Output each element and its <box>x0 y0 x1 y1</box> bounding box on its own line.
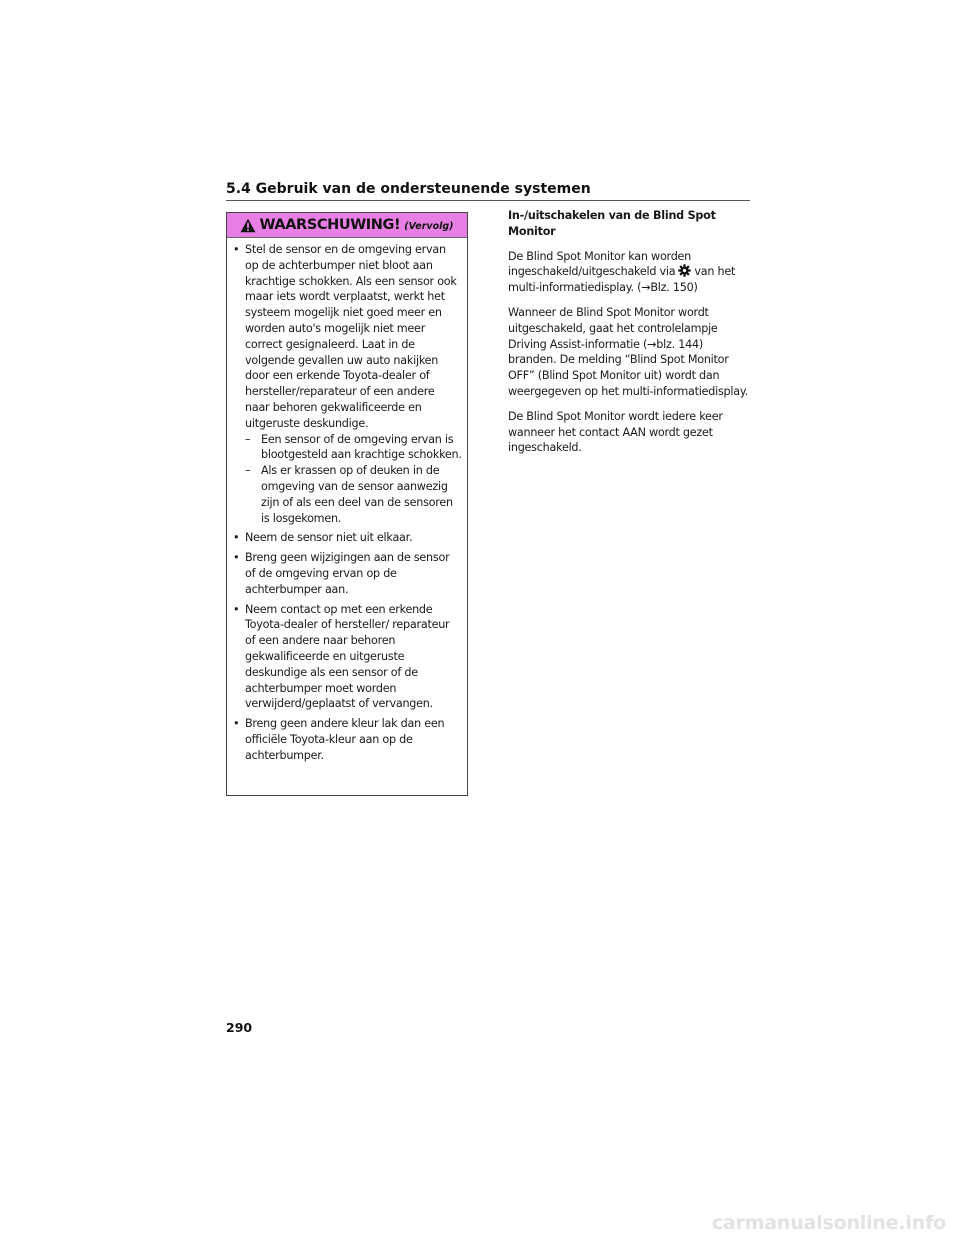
warning-bullet <box>230 550 462 597</box>
content-heading: In-/uitschakelen van de Blind Spot Monitor <box>508 209 716 238</box>
warning-continued-label: (Vervolg) <box>404 221 454 232</box>
paragraph-text: van het multi-informatiedisplay. (→Blz. 150) <box>508 265 736 295</box>
warning-bullet-text: Stel de sensor en de omgeving ervan op de achterbumper niet bloot aan krachtige schokken. Als een sensor ook maar iets wordt verplaatst, werkt het systeem mogelijk niet goed meer en worden auto's mogelijk niet meer correct gesignaleerd. Laat in de volgende gevallen uw auto nakijken door een erkende Toyota-dealer of hersteller/reparateur of een andere naar behoren gekwalificeerde en uitgeruste deskundige. <box>245 243 457 430</box>
bullet-mark: • <box>233 602 240 616</box>
bullet-mark: • <box>233 551 240 565</box>
section-title: 5.4 Gebruik van de ondersteunende systemen <box>226 181 591 197</box>
sub-mark: – <box>245 464 251 478</box>
warning-triangle-icon <box>240 218 256 233</box>
warning-bullet <box>230 530 462 546</box>
page-number: 290 <box>226 1020 253 1035</box>
warning-bullet-text: Breng geen wijzigingen aan de sensor of de omgeving ervan op de achterbumper aan. <box>245 551 450 596</box>
section-header <box>226 178 750 201</box>
warning-bullet <box>230 242 462 526</box>
main-content <box>508 208 752 465</box>
paragraph-auto-enable: De Blind Spot Monitor wordt iedere keer wanneer het contact AAN wordt gezet ingeschakeld. <box>508 409 723 455</box>
paragraph-off-indicator: Wanneer de Blind Spot Monitor wordt uitgeschakeld, gaat het controlelampje Driving Assist-informatie (→blz. 144) branden. De melding “Blind Spot Monitor OFF” (Blind Spot Monitor uit) wordt dan weergegeven op het multi-informatiedisplay. <box>508 305 748 398</box>
warning-sub-item-text: Een sensor of de omgeving ervan is blootgesteld aan krachtige schokken. <box>261 432 462 462</box>
paragraph-text: De Blind Spot Monitor kan worden ingeschakeld/uitgeschakeld via <box>508 249 692 279</box>
warning-bullet-text: Breng geen andere kleur lak dan een officiële Toyota-kleur aan op de achterbumper. <box>245 717 445 762</box>
warning-sub-item-text: Als er krassen op of deuken in de omgeving van de sensor aanwezig zijn of als een deel van de sensoren is losgekomen. <box>261 464 453 525</box>
sub-mark: – <box>245 432 251 446</box>
warning-title: WAARSCHUWING! <box>259 217 401 233</box>
warning-box <box>226 212 468 796</box>
warning-bullet <box>230 602 462 713</box>
bullet-mark: • <box>233 531 240 545</box>
warning-bullet <box>230 716 462 763</box>
warning-bullet-text: Neem contact op met een erkende Toyota-dealer of hersteller/ reparateur of een andere naar behoren gekwalificeerde en uitgeruste deskundige als een sensor of de achterbumper moet worden verwijderd/geplaatst of vervangen. <box>245 602 450 711</box>
warning-header <box>227 213 467 238</box>
paragraph-toggle-instructions <box>508 249 752 296</box>
watermark: carmanualsonline.info <box>711 1212 946 1234</box>
warning-sub-item <box>245 463 462 526</box>
warning-body <box>227 238 467 764</box>
gear-icon <box>678 264 691 277</box>
bullet-mark: • <box>233 243 240 256</box>
warning-bullet-text: Neem de sensor niet uit elkaar. <box>245 531 413 545</box>
bullet-mark: • <box>233 717 240 731</box>
warning-sub-item <box>245 432 462 464</box>
